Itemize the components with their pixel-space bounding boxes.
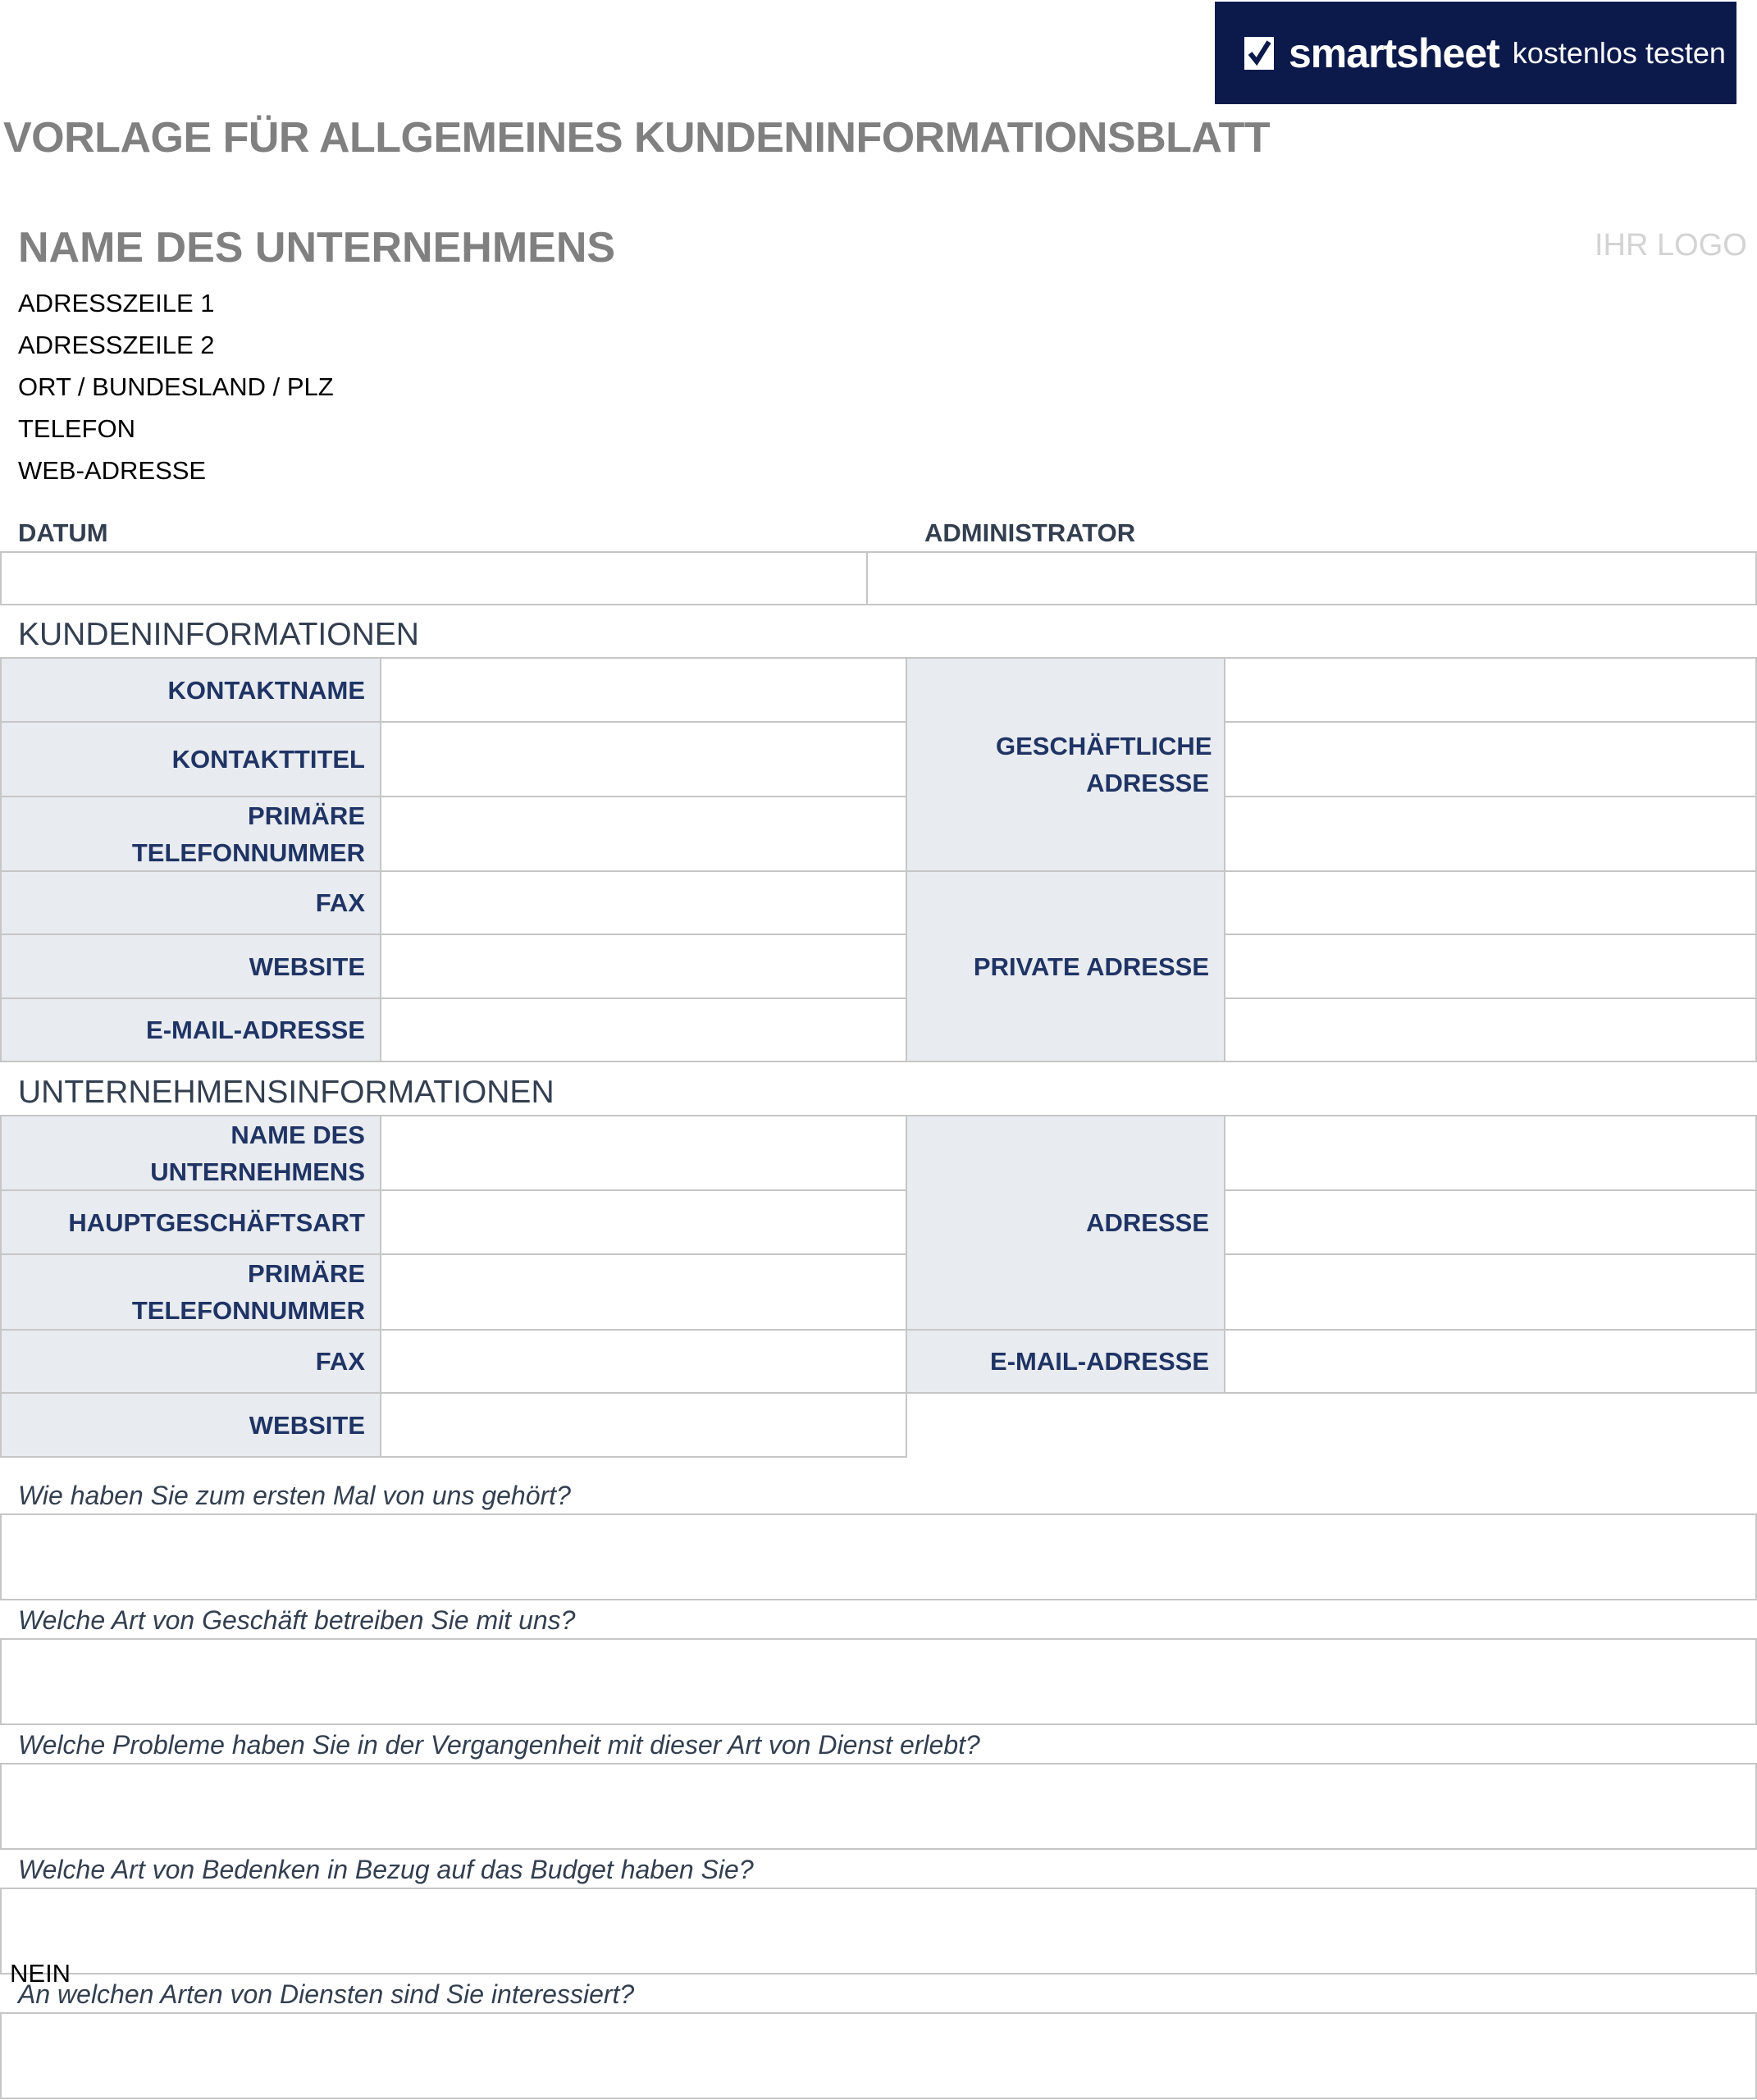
question-1: Wie haben Sie zum ersten Mal von uns gehört?	[18, 1481, 571, 1510]
label-company-address: ADRESSE	[906, 1115, 1225, 1331]
label-website: WEBSITE	[0, 934, 381, 999]
admin-label: ADMINISTRATOR	[924, 518, 1136, 547]
input-business-address-3[interactable]	[1224, 796, 1757, 872]
question-3: Welche Probleme haben Sie in der Vergangenheit mit dieser Art von Dienst erlebt?	[18, 1730, 980, 1760]
label-contact-title: KONTAKTTITEL	[0, 721, 381, 797]
answer-2[interactable]	[0, 1638, 1757, 1725]
input-company-address-1[interactable]	[1224, 1115, 1757, 1191]
logo-placeholder: IHR LOGO	[1595, 228, 1747, 262]
label-company-email: E-MAIL-ADRESSE	[906, 1329, 1225, 1394]
input-company-fax[interactable]	[380, 1329, 907, 1394]
question-4: Welche Art von Bedenken in Bezug auf das Budget haben Sie?	[18, 1855, 754, 1884]
input-company-address-2[interactable]	[1224, 1189, 1757, 1255]
input-company-address-3[interactable]	[1224, 1253, 1757, 1331]
input-website[interactable]	[380, 934, 907, 999]
input-contact-name[interactable]	[380, 657, 907, 723]
company-section-title: UNTERNEHMENSINFORMATIONEN	[18, 1075, 554, 1110]
label-company-phone: PRIMÄRE TELEFONNUMMER	[0, 1253, 381, 1331]
date-label: DATUM	[18, 518, 108, 547]
input-business-address-1[interactable]	[1224, 657, 1757, 723]
label-company-name: NAME DES UNTERNEHMENS	[0, 1115, 381, 1191]
company-name: NAME DES UNTERNEHMENS	[18, 224, 616, 272]
label-business-address: GESCHÄFTLICHE ADRESSE	[906, 657, 1225, 872]
input-private-address-2[interactable]	[1224, 934, 1757, 999]
input-company-name[interactable]	[380, 1115, 907, 1191]
input-private-address-1[interactable]	[1224, 870, 1757, 935]
label-company-fax: FAX	[0, 1329, 381, 1394]
answer-4[interactable]	[0, 1888, 1757, 1974]
date-field[interactable]	[0, 551, 868, 605]
input-company-phone[interactable]	[380, 1253, 907, 1331]
answer-5[interactable]	[0, 2012, 1757, 2099]
question-2: Welche Art von Geschäft betreiben Sie mit uns?	[18, 1605, 576, 1635]
input-company-email[interactable]	[1224, 1329, 1757, 1394]
trial-link[interactable]: kostenlos testen	[1512, 35, 1726, 70]
address-city: ORT / BUNDESLAND / PLZ	[18, 372, 334, 401]
address-phone: TELEFON	[18, 414, 135, 443]
question-5: An welchen Arten von Diensten sind Sie interessiert?	[18, 1979, 635, 2009]
smartsheet-banner[interactable]	[1215, 2, 1736, 104]
label-primary-phone: PRIMÄRE TELEFONNUMMER	[0, 796, 381, 872]
smartsheet-check-icon	[1244, 37, 1274, 70]
label-email: E-MAIL-ADRESSE	[0, 998, 381, 1062]
label-company-website: WEBSITE	[0, 1392, 381, 1458]
input-email[interactable]	[380, 998, 907, 1062]
address-line-1: ADRESSZEILE 1	[18, 289, 215, 317]
input-contact-title[interactable]	[380, 721, 907, 797]
label-contact-name: KONTAKTNAME	[0, 657, 381, 723]
label-fax: FAX	[0, 870, 381, 935]
input-fax[interactable]	[380, 870, 907, 935]
address-web: WEB-ADRESSE	[18, 456, 207, 485]
label-business-type: HAUPTGESCHÄFTSART	[0, 1189, 381, 1255]
input-business-address-2[interactable]	[1224, 721, 1757, 797]
input-business-type[interactable]	[380, 1189, 907, 1255]
input-primary-phone[interactable]	[380, 796, 907, 872]
brand-name: smartsheet	[1289, 30, 1499, 76]
label-private-address: PRIVATE ADRESSE	[906, 870, 1225, 1062]
answer-3[interactable]	[0, 1763, 1757, 1850]
stray-text: NEIN	[10, 1959, 71, 1988]
address-line-2: ADRESSZEILE 2	[18, 331, 215, 359]
document-title: VORLAGE FÜR ALLGEMEINES KUNDENINFORMATIONSBLATT	[3, 114, 1271, 162]
input-company-website[interactable]	[380, 1392, 907, 1458]
answer-1[interactable]	[0, 1513, 1757, 1600]
input-private-address-3[interactable]	[1224, 998, 1757, 1062]
customer-section-title: KUNDENINFORMATIONEN	[18, 617, 419, 652]
admin-field[interactable]	[866, 551, 1757, 605]
